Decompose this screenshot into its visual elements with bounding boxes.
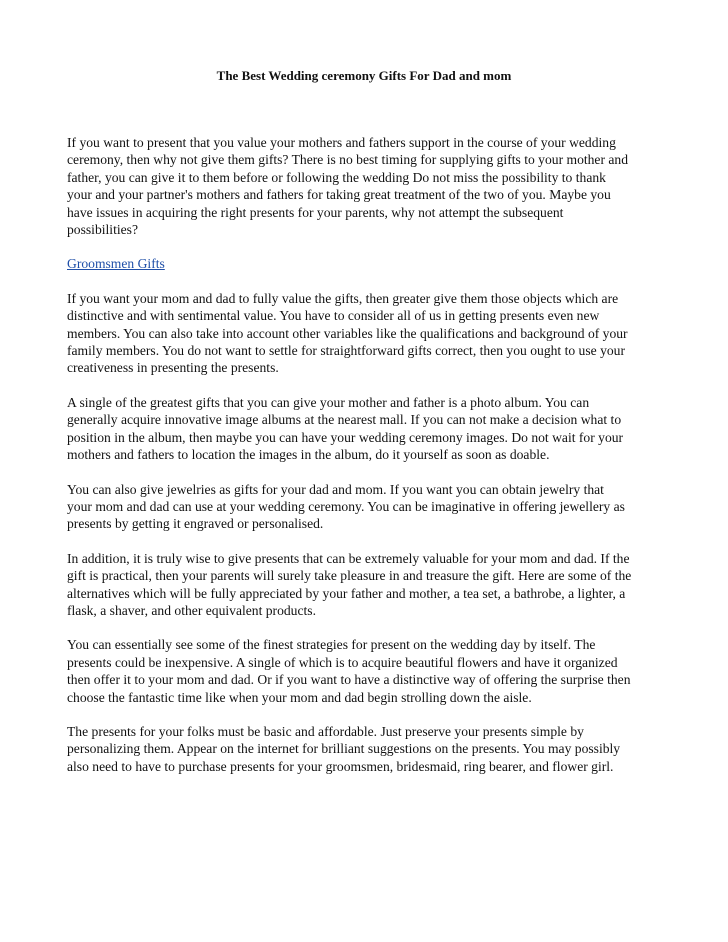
paragraph-intro: If you want to present that you value your mothers and fathers support in the course of your wedding ceremony, then why not give them gifts? There is no best timing for supplying gifts to your mother and father, you can give it to them before or following the wedding Do not miss the possibility to thank your and your partner's mothers and fathers for taking great treatment of the two of you. Maybe you have issues in acquiring the right presents for your parents, why not attempt the subsequent possibilities? (67, 135, 629, 238)
page-title: The Best Wedding ceremony Gifts For Dad and mom (216, 68, 512, 83)
paragraph-sentimental: If you want your mom and dad to fully value the gifts, then greater give them those objects which are distinctive and with sentimental value. You have to consider all of us in getting presents even new members. You can also take into account other variables like the qualifications and background of your family members. You do not want to settle for straightforward gifts correct, then you ought to use your creativeness in presenting the presents. (67, 290, 628, 376)
paragraph-wedding-day: You can essentially see some of the finest strategies for present on the wedding day by itself. The presents could be inexpensive. A single of which is to acquire beautiful flowers and have it organized then offer it to your mom and dad. Or if you want to have a distinctive way of offering the surprise then choose the fantastic time like when your mom and dad begin strolling down the aisle. (67, 637, 631, 705)
paragraph-jewelry: You can also give jewelries as gifts for your dad and mom. If you want you can obtain jewelry that your mom and dad can use at your wedding ceremony. You can be imaginative in offering jewellery as presents by getting it engraved or personalised. (67, 481, 625, 532)
paragraph-affordable: The presents for your folks must be basic and affordable. Just preserve your presents simple by personalizing them. Appear on the internet for brilliant suggestions on the presents. You may possibly also need to have to purchase presents for your groomsmen, bridesmaid, ring bearer, and flower girl. (67, 723, 621, 774)
paragraph-photo-album: A single of the greatest gifts that you can give your mother and father is a photo album. You can generally acquire innovative image albums at the nearest mall. If you can not make a decision what to position in the album, then maybe you can have your wedding ceremony images. Do not wait for your mothers and fathers to location the images in the album, do it yourself as soon as doable. (67, 394, 624, 463)
document-body (67, 134, 667, 792)
paragraph-practical-gifts: In addition, it is truly wise to give presents that can be extremely valuable for your mom and dad. If the gift is practical, then your parents will surely take pleasure in and treasure the gift. Here are some of the alternatives which will be fully appreciated by your father and mother, a tea set, a bathrobe, a lighter, a flask, a shaver, and other equivalent products. (67, 550, 632, 618)
groomsmen-gifts-link[interactable]: Groomsmen Gifts (67, 256, 165, 272)
